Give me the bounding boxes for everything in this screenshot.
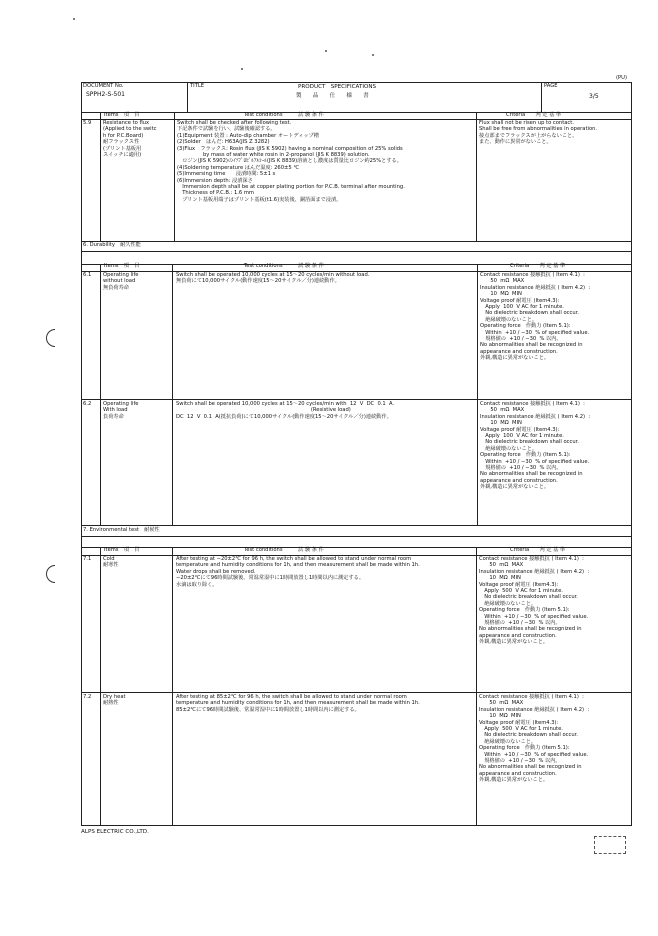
col-divider bbox=[100, 112, 101, 241]
s62-test-line: (Resistive load) bbox=[176, 407, 351, 414]
s72-test-line: temperature and humidity conditions for 1h, and then measurement shall be made within 1h. bbox=[176, 700, 420, 707]
criteria-line: 規格値の +10 / −30 % 以内。 bbox=[479, 758, 561, 765]
col-head-criteria: Criteria 判 定 基 準 bbox=[506, 112, 562, 118]
s59-item-line: (Applied to the switc bbox=[103, 126, 157, 133]
criteria-line: Insulation resistance 絶縁抵抗 ( Item 4.2) : bbox=[480, 284, 591, 291]
s71-test-line: Water drops shall be removed. bbox=[176, 568, 256, 575]
s62-item-line: With load bbox=[103, 407, 128, 414]
s71-test-line: −20±2℃にて96時間試験後、常温常湿中に1時間放置し1時間以内に測定する。 bbox=[176, 575, 365, 582]
criteria-line: Voltage proof 耐電圧 (Item4.3): bbox=[480, 426, 560, 433]
header-divider bbox=[187, 82, 188, 112]
s62-item-line: 負荷寿命 bbox=[103, 413, 124, 420]
s59-test-line: ロジン(JIS K 5902)のｲｿﾌﾟﾛﾋﾟﾙｱﾙｺｰﾙ(JIS K 8839)溶液とし濃度は質量比ロジン約25%とする。 bbox=[177, 158, 402, 165]
stamp-mark bbox=[594, 836, 626, 854]
s59-test-line: (4)Soldering temperature はんだ温度: 260±5 ℃ bbox=[177, 164, 300, 171]
s59-criteria-line: 接点部までフラックスが上がらないこと。 bbox=[479, 132, 578, 139]
title-jp: 製 品 仕 様 書 bbox=[296, 93, 369, 99]
criteria-line: 外観,構造に異常がないこと。 bbox=[479, 777, 549, 784]
criteria-line: 絶縁破壊のないこと。 bbox=[480, 445, 538, 452]
s59-criteria-line: Shall be free from abnormalities in operation. bbox=[479, 126, 598, 133]
col-head-test: Test conditions 試 験 条 件 bbox=[244, 547, 324, 553]
s61-criteria bbox=[480, 272, 590, 362]
s59-item bbox=[103, 120, 156, 158]
s59-item-line: (プリント基板用 bbox=[103, 145, 142, 152]
criteria-line: Voltage proof 耐電圧 (Item4.3): bbox=[480, 297, 560, 304]
page-label: PAGE bbox=[544, 83, 558, 89]
scan-speck bbox=[73, 18, 75, 20]
s71-test-line: After testing at −20±2℃ for 96 h, the switch shall be allowed to stand under normal room bbox=[176, 556, 412, 562]
criteria-line: No dielectric breakdown shall occur. bbox=[480, 439, 579, 446]
col-head-items: Items 項 目 bbox=[104, 263, 140, 269]
s62-test bbox=[176, 401, 394, 420]
title-label: TITLE bbox=[190, 83, 205, 89]
s72-test-line: After testing at 85±2℃ for 96 h, the switch shall be allowed to stand under normal room bbox=[176, 694, 407, 700]
row-line bbox=[81, 536, 632, 537]
col-divider bbox=[172, 264, 173, 525]
row-line bbox=[81, 525, 632, 526]
criteria-line: Contact resistance 接触抵抗 ( Item 4.1) : bbox=[479, 556, 584, 562]
s59-test-line: Immersion depth shall be at copper plating portion for P.C.B. terminal after mounting. bbox=[177, 184, 405, 191]
criteria-line: 規格値の +10 / −30 % 以内。 bbox=[480, 336, 562, 343]
col-head-criteria: Criteria 判 定 基 準 bbox=[510, 263, 566, 269]
s59-test-line: Thickness of P.C.B.: 1.6 mm bbox=[177, 190, 254, 197]
col-head-items: Items 項 目 bbox=[104, 112, 140, 118]
criteria-line: 50 mΩ MAX bbox=[479, 700, 524, 707]
header-divider bbox=[541, 82, 542, 112]
s59-test bbox=[177, 120, 405, 203]
criteria-line: Apply 500 V AC for 1 minute. bbox=[479, 588, 563, 595]
criteria-line: No abnormalities shall be recognized in bbox=[480, 471, 583, 478]
criteria-line: appearance and construction. bbox=[480, 477, 558, 484]
section-6-title: 6. Durability 耐久性能 bbox=[83, 242, 141, 248]
criteria-line: 50 mΩ MAX bbox=[479, 562, 524, 569]
s59-test-line: プリント基板用端子はプリント基板(t1.6)実装後、銅箔面まで浸漬。 bbox=[177, 196, 342, 203]
s61-test-line: Switch shall be operated 10,000 cycles at 15～20 cycles/min without load. bbox=[176, 272, 370, 278]
criteria-line: appearance and construction. bbox=[479, 632, 557, 639]
s62-item-line: Operating life bbox=[103, 401, 139, 407]
s71-test-line: 水滴は取り除く。 bbox=[176, 581, 218, 588]
s59-test-line: (6)Immersion depth: 浸漬深さ bbox=[177, 177, 253, 184]
s59-criteria-line: また、動作に異常がないこと。 bbox=[479, 139, 552, 146]
criteria-line: 絶縁破壊のないこと。 bbox=[480, 316, 538, 323]
criteria-line: appearance and construction. bbox=[480, 348, 558, 355]
col-divider bbox=[477, 264, 478, 525]
row-line bbox=[81, 692, 632, 693]
s59-test-line: (2)Solder はんだ: H63A(JIS Z 3282) bbox=[177, 139, 270, 146]
criteria-line: Voltage proof 耐電圧 (Item4.3): bbox=[479, 719, 559, 726]
s61-item bbox=[103, 272, 138, 291]
s59-criteria bbox=[479, 120, 597, 146]
criteria-line: appearance and construction. bbox=[479, 770, 557, 777]
criteria-line: 絶縁破壊のないこと。 bbox=[479, 738, 537, 745]
scan-speck bbox=[372, 54, 374, 56]
criteria-line: Operating force 作動力 (Item 5.1): bbox=[480, 323, 571, 330]
criteria-line: No dielectric breakdown shall occur. bbox=[479, 594, 578, 601]
s62-criteria bbox=[480, 401, 590, 491]
s59-test-line: (3)Flux フラックス: Rosin flux (JIS K 5902) having a nominal composition of 25% solids bbox=[177, 145, 403, 152]
s59-criteria-line: Flux shall not be risen up to contact. bbox=[479, 120, 574, 126]
criteria-line: 50 mΩ MAX bbox=[480, 278, 525, 285]
s71-test-line: temperature and humidity conditions for 1h, and then measurement shall be made within 1h. bbox=[176, 562, 420, 569]
s62-test-line: Switch shall be operated 10,000 cycles at 15～20 cycles/min with 12 V DC 0.1 A. bbox=[176, 401, 395, 407]
criteria-line: Operating force 作動力 (Item 5.1): bbox=[479, 745, 570, 752]
scan-speck bbox=[325, 50, 327, 52]
s59-test-line: Switch shall be checked after following test. bbox=[177, 120, 292, 126]
criteria-line: 外観,構造に異常がないこと。 bbox=[480, 484, 550, 491]
page-tag: (PU) bbox=[616, 75, 627, 81]
s61-item-line: 無負荷寿命 bbox=[103, 284, 129, 291]
criteria-line: Operating force 作動力 (Item 5.1): bbox=[480, 452, 571, 459]
col-head-test: Test conditions 試 験 条 件 bbox=[244, 263, 324, 269]
s61-test-line: 無負荷にて10,000サイクル(動作速度15～20サイクル／分)連続動作。 bbox=[176, 278, 340, 285]
s59-item-line: 耐フラックス性 bbox=[103, 139, 140, 146]
criteria-line: Voltage proof 耐電圧 (Item4.3): bbox=[479, 581, 559, 588]
row-line bbox=[81, 251, 632, 252]
col-head-criteria: Criteria 判 定 基 準 bbox=[510, 547, 566, 553]
s59-test-line: by mass of water white rosin in 2-propanol (JIS K 8839) solution. bbox=[177, 152, 370, 159]
s59-test-line: 下記条件で試験を行い、試験後確認する。 bbox=[177, 126, 276, 133]
s59-test-line: (5)Immersing time 浸漬時間: 5±1 s bbox=[177, 171, 276, 178]
s59-test-line: (1)Equipment 装置 : Auto-dip chamber オートディップ槽 bbox=[177, 132, 319, 139]
s59-item-line: h for P.C.Board) bbox=[103, 132, 144, 139]
criteria-line: No abnormalities shall be recognized in bbox=[479, 626, 582, 633]
criteria-line: No dielectric breakdown shall occur. bbox=[479, 732, 578, 739]
criteria-line: Operating force 作動力 (Item 5.1): bbox=[479, 607, 570, 614]
criteria-line: Contact resistance 接触抵抗 ( Item 4.1) : bbox=[480, 272, 585, 278]
criteria-line: Apply 100 V AC for 1 minute. bbox=[480, 433, 564, 440]
criteria-line: 10 MΩ MIN bbox=[480, 420, 522, 427]
footer-company: ALPS ELECTRIC CO.,LTD. bbox=[81, 829, 149, 835]
criteria-line: 外観,構造に異常がないこと。 bbox=[480, 355, 550, 362]
s71-criteria bbox=[479, 556, 589, 646]
criteria-line: Apply 500 V AC for 1 minute. bbox=[479, 726, 563, 733]
s61-item-line: Operating life bbox=[103, 272, 139, 278]
criteria-line: Contact resistance 接触抵抗 ( Item 4.1) : bbox=[479, 694, 584, 700]
criteria-line: 10 MΩ MIN bbox=[480, 291, 522, 298]
criteria-line: 50 mΩ MAX bbox=[480, 407, 525, 414]
s72-test-line: 85±2℃にて96時間試験後、常温常湿中に1時間放置し1時間以内に測定する。 bbox=[176, 706, 360, 713]
title-en: PRODUCT SPECIFICATIONS bbox=[298, 84, 377, 90]
criteria-line: 10 MΩ MIN bbox=[479, 713, 521, 720]
criteria-line: 10 MΩ MIN bbox=[479, 575, 521, 582]
criteria-line: Insulation resistance 絶縁抵抗 ( Item 4.2) : bbox=[479, 568, 590, 575]
binder-hole-icon bbox=[46, 565, 64, 583]
scan-speck bbox=[241, 68, 243, 70]
s59-item-line: Resistance to flux bbox=[103, 120, 150, 126]
criteria-line: Within +10 / −30 % of specified value. bbox=[480, 329, 590, 336]
col-divider bbox=[174, 112, 175, 241]
section-7-title: 7. Environmental test 耐候性 bbox=[83, 527, 160, 533]
page-value: 3/5 bbox=[589, 93, 599, 100]
s72-item bbox=[103, 694, 126, 707]
col-divider bbox=[476, 547, 477, 826]
s61-test bbox=[176, 272, 369, 285]
s62-no: 6.2 bbox=[83, 401, 92, 407]
s72-item-line: 耐熱性 bbox=[103, 700, 119, 707]
row-line bbox=[81, 241, 632, 242]
criteria-line: Contact resistance 接触抵抗 ( Item 4.1) : bbox=[480, 401, 585, 407]
s72-criteria bbox=[479, 694, 589, 784]
binder-hole-icon bbox=[46, 329, 64, 347]
s72-item-line: Dry heat bbox=[103, 694, 126, 700]
s61-item-line: without load bbox=[103, 278, 136, 285]
s72-no: 7.2 bbox=[83, 694, 92, 700]
criteria-line: Within +10 / −30 % of specified value. bbox=[480, 458, 590, 465]
document-no: SPPH2-S-501 bbox=[86, 91, 125, 98]
criteria-line: 規格値の +10 / −30 % 以内。 bbox=[479, 620, 561, 627]
s71-test bbox=[176, 556, 420, 588]
col-head-test: Test conditions 試 験 条 件 bbox=[244, 112, 324, 118]
s71-item bbox=[103, 556, 119, 569]
s59-item-line: スイッチに適用) bbox=[103, 152, 142, 159]
col-divider bbox=[100, 264, 101, 525]
criteria-line: Insulation resistance 絶縁抵抗 ( Item 4.2) : bbox=[479, 706, 590, 713]
criteria-line: No abnormalities shall be recognized in bbox=[480, 342, 583, 349]
row-line bbox=[81, 399, 632, 400]
criteria-line: Apply 100 V AC for 1 minute. bbox=[480, 304, 564, 311]
criteria-line: Within +10 / −30 % of specified value. bbox=[479, 751, 589, 758]
s71-item-line: Cold bbox=[103, 556, 115, 562]
s61-no: 6.1 bbox=[83, 272, 92, 278]
document-no-label: DOCUMENT No. bbox=[83, 83, 124, 89]
s71-no: 7.1 bbox=[83, 556, 92, 562]
s59-no: 5.9 bbox=[83, 120, 92, 126]
col-divider bbox=[476, 112, 477, 241]
criteria-line: 規格値の +10 / −30 % 以内。 bbox=[480, 465, 562, 472]
criteria-line: Insulation resistance 絶縁抵抗 ( Item 4.2) : bbox=[480, 413, 591, 420]
criteria-line: No abnormalities shall be recognized in bbox=[479, 764, 582, 771]
col-divider bbox=[172, 547, 173, 826]
s71-item-line: 耐寒性 bbox=[103, 562, 119, 569]
criteria-line: 絶縁破壊のないこと。 bbox=[479, 600, 537, 607]
col-head-items: Items 項 目 bbox=[104, 547, 140, 553]
col-divider bbox=[100, 547, 101, 826]
s62-item bbox=[103, 401, 138, 420]
criteria-line: No dielectric breakdown shall occur. bbox=[480, 310, 579, 317]
criteria-line: Within +10 / −30 % of specified value. bbox=[479, 613, 589, 620]
criteria-line: 外観,構造に異常がないこと。 bbox=[479, 639, 549, 646]
s62-test-line: DC 12 V 0.1 A(抵抗負荷)にて10,000サイクル(動作速度15～20サイクル／分)連続動作。 bbox=[176, 413, 392, 420]
s72-test bbox=[176, 694, 420, 713]
